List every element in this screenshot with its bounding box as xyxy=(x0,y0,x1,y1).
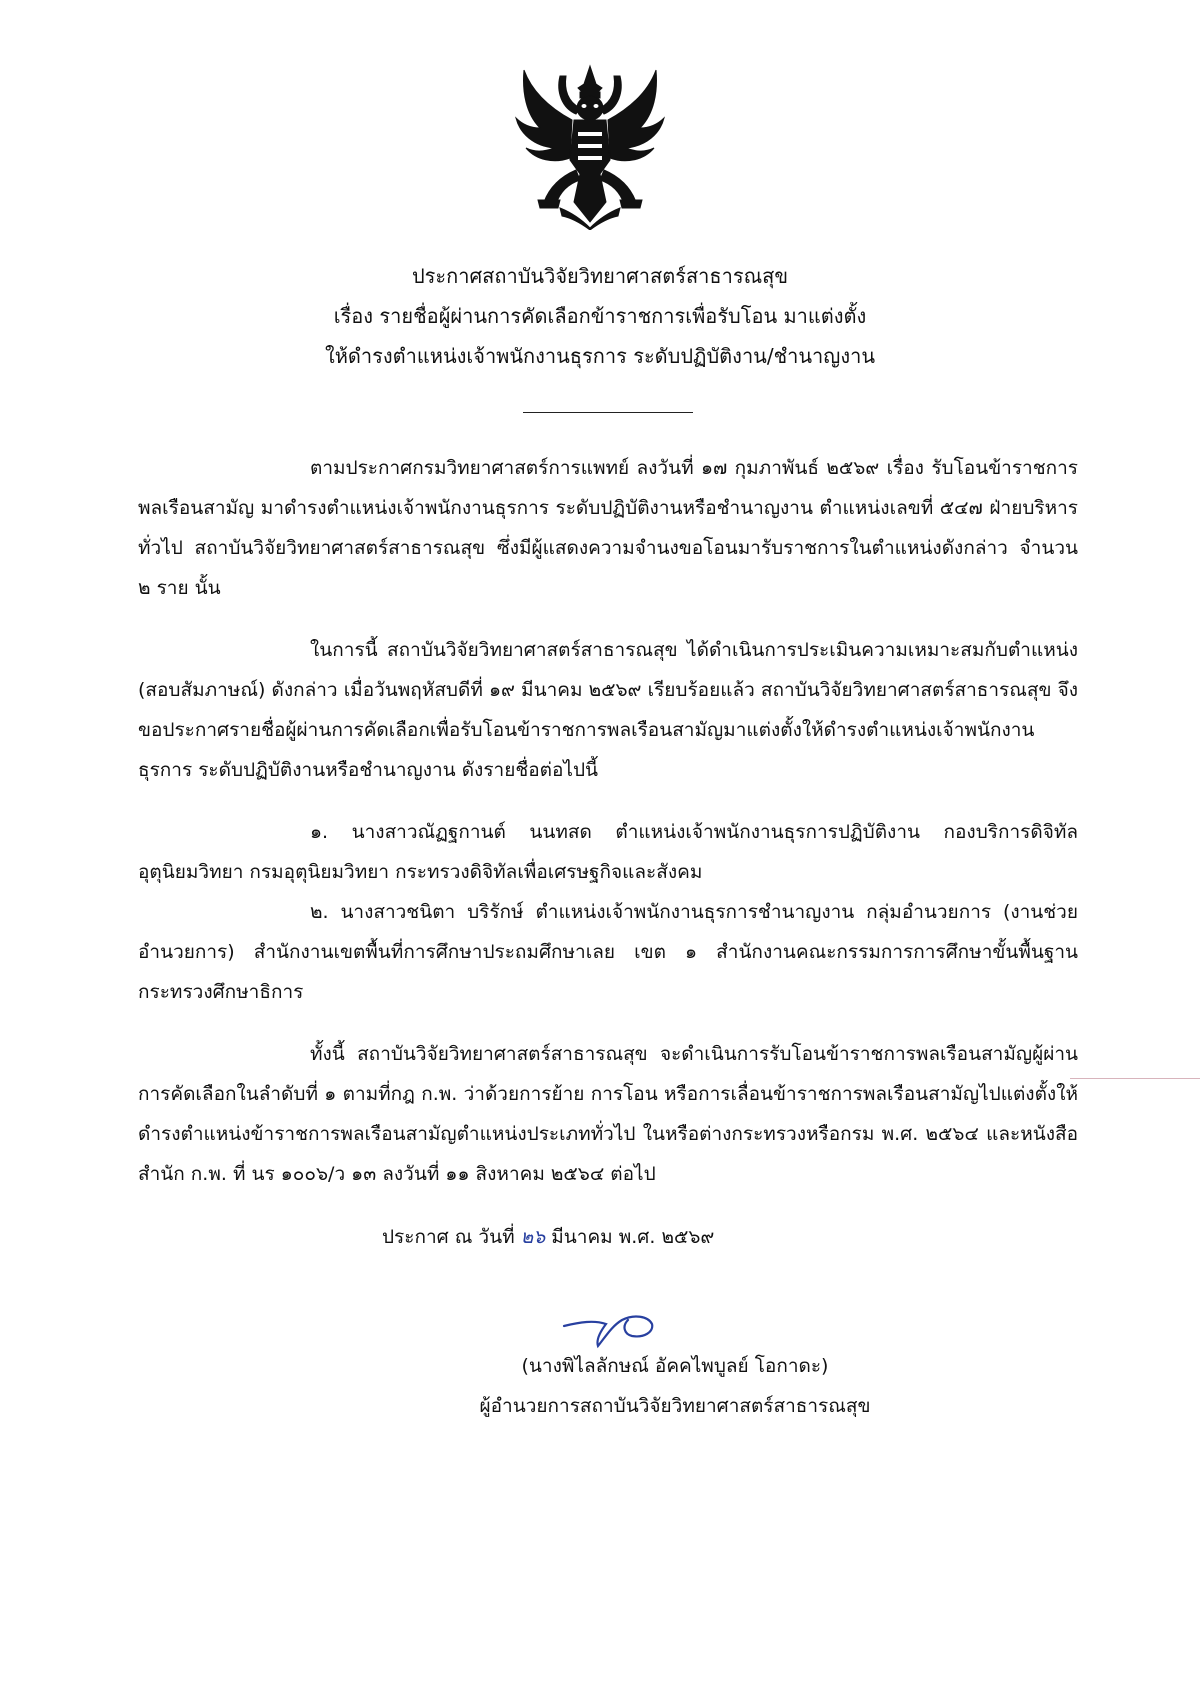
signer-block xyxy=(380,1346,970,1426)
scan-artifact-line xyxy=(1070,1078,1200,1079)
candidate-item-1: ๑. นางสาวณัฏฐกานต์ นนทสด ตำแหน่งเจ้าพนักงานธุรการปฏิบัติงาน กองบริการดิจิทัลอุตุนิยมวิทยา กรมอุตุนิยมวิทยา กระทรวงดิจิทัลเพื่อเศรษฐกิจและสังคม xyxy=(138,821,1078,883)
date-prefix: ประกาศ ณ วันที่ xyxy=(382,1226,515,1248)
paragraph-3: ทั้งนี้ สถาบันวิจัยวิทยาศาสตร์สาธารณสุข จะดำเนินการรับโอนข้าราชการพลเรือนสามัญผู้ผ่านการคัดเลือกในลำดับที่ ๑ ตามที่กฎ ก.พ. ว่าด้วยการย้าย การโอน หรือการเลื่อนข้าราชการพลเรือนสามัญไปแต่งตั้งให้ดำรงตำแหน่งข้าราชการพลเรือนสามัญตำแหน่งประเภททั่วไป ในหรือต่างกระทรวงหรือกรม พ.ศ. ๒๕๖๔ และหนังสือสำนัก ก.พ. ที่ นร ๑๐๐๖/ว ๑๓ ลงวันที่ ๑๑ สิงหาคม ๒๕๖๔ ต่อไป xyxy=(138,1043,1078,1185)
date-day-handwritten: ๒๖ xyxy=(520,1226,546,1248)
signer-name: (นางพิไลลักษณ์ อัคคไพบูลย์ โอกาดะ) xyxy=(521,1355,829,1377)
title-line-1: ประกาศสถาบันวิจัยวิทยาศาสตร์สาธารณสุข xyxy=(411,264,789,288)
title-line-3: ให้ดำรงตำแหน่งเจ้าพนักงานธุรการ ระดับปฏิบัติงาน/ชำนาญงาน xyxy=(324,344,875,368)
announcement-title xyxy=(100,256,1100,376)
announcement-date xyxy=(382,1222,714,1252)
title-divider xyxy=(523,412,693,413)
candidate-item-2: ๒. นางสาวชนิตา บริรักษ์ ตำแหน่งเจ้าพนักงานธุรการชำนาญงาน กลุ่มอำนวยการ (งานช่วยอำนวยการ) สำนักงานเขตพื้นที่การศึกษาประถมศึกษาเลย เขต ๑ สำนักงานคณะกรรมการการศึกษาขั้นพื้นฐาน กระทรวงศึกษาธิการ xyxy=(138,901,1078,1003)
signer-position: ผู้อำนวยการสถาบันวิจัยวิทยาศาสตร์สาธารณสุข xyxy=(479,1395,871,1417)
paragraph-1: ตามประกาศกรมวิทยาศาสตร์การแพทย์ ลงวันที่ ๑๗ กุมภาพันธ์ ๒๕๖๙ เรื่อง รับโอนข้าราชการพลเรือนสามัญ มาดำรงตำแหน่งเจ้าพนักงานธุรการ ระดับปฏิบัติงานหรือชำนาญงาน ตำแหน่งเลขที่ ๕๔๗ ฝ่ายบริหารทั่วไป สถาบันวิจัยวิทยาศาสตร์สาธารณสุข ซึ่งมีผู้แสดงความจำนงขอโอนมารับราชการในตำแหน่งดังกล่าว จำนวน ๒ ราย นั้น xyxy=(138,457,1078,599)
announcement-body xyxy=(138,448,1078,1194)
title-line-subject: เรื่อง รายชื่อผู้ผ่านการคัดเลือกข้าราชการเพื่อรับโอน มาแต่งตั้ง xyxy=(333,304,867,328)
date-month-year: มีนาคม พ.ศ. ๒๕๖๙ xyxy=(551,1226,715,1248)
garuda-emblem-icon xyxy=(510,62,670,230)
paragraph-2: ในการนี้ สถาบันวิจัยวิทยาศาสตร์สาธารณสุข ได้ดำเนินการประเมินความเหมาะสมกับตำแหน่ง (สอบสัมภาษณ์) ดังกล่าว เมื่อวันพฤหัสบดีที่ ๑๙ มีนาคม ๒๕๖๙ เรียบร้อยแล้ว สถาบันวิจัยวิทยาศาสตร์สาธารณสุข จึงขอประกาศรายชื่อผู้ผ่านการคัดเลือกเพื่อรับโอนข้าราชการพลเรือนสามัญมาแต่งตั้งให้ดำรงตำแหน่งเจ้าพนักงานธุรการ ระดับปฏิบัติงานหรือชำนาญงาน ดังรายชื่อต่อไปนี้ xyxy=(138,639,1078,781)
